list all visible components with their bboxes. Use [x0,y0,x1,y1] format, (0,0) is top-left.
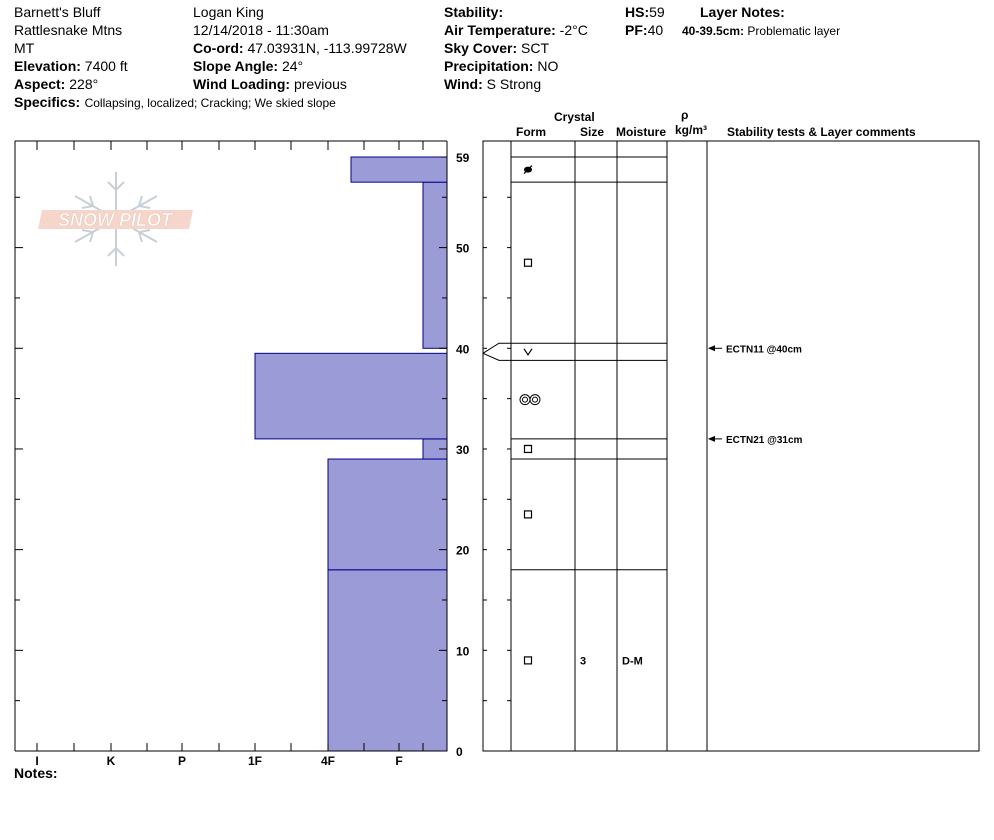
wind-loading-label: Wind Loading: [193,76,291,92]
depth-tick-label: 50 [456,241,470,256]
surface-hoar-v [524,349,532,355]
hardness-tick-label: F [395,754,403,768]
hardness-bar [328,570,447,751]
grain-form-faceted-icon [525,445,532,452]
density-symbol: ρ [681,108,689,122]
depth-tick-label: 20 [456,543,470,558]
faceted-square [525,445,532,452]
stability-label: Stability: [444,4,504,20]
coord-value: 47.03931N, -113.99728W [247,40,407,56]
crystal-header: Crystal [554,110,595,124]
wind-loading-value: previous [293,76,347,92]
faceted-square [525,657,532,664]
moisture-header: Moisture [616,125,667,139]
round-grain [530,395,540,405]
grain-form-faceted-icon [525,511,532,518]
air-temp-value: -2°C [559,22,588,38]
aspect-label: Aspect: [14,76,66,92]
hardness-bars [255,157,447,751]
layer-connector [483,353,511,360]
slope-label: Slope Angle: [193,58,279,74]
logo-text: SNOW PILOT [58,210,172,230]
crystal-size: 3 [580,655,587,668]
stability-test-arrowhead [708,436,715,442]
elevation-label: Elevation: [14,58,81,74]
wind-label: Wind: [444,76,483,92]
sky-label: Sky Cover: [444,40,518,56]
hardness-bar [351,157,447,182]
grain-form-melt-freeze-crust-icon [524,166,532,174]
depth-tick-label: 59 [456,151,470,165]
round-grain-inner [533,397,538,402]
stability-test-label: ECTN11 @40cm [726,344,802,356]
grain-form-faceted-icon [525,657,532,664]
observer-name: Logan King [193,4,264,20]
hs-label: HS: [625,4,650,20]
pf-value: 40 [647,22,664,38]
round-grain [520,395,530,405]
hardness-tick-label: K [106,754,116,768]
grain-form-surface-hoar-icon [524,349,532,355]
sky-value: SCT [521,40,550,56]
stability-test-arrowhead [708,345,715,351]
layer-note-text: Problematic layer [747,24,841,38]
grain-form-rounded-icon [520,395,540,405]
depth-tick-label: 0 [456,745,463,759]
pf-label: PF: [625,22,648,38]
strat-border [483,141,979,751]
grain-form-faceted-icon [525,259,532,266]
hs-value: 59 [649,4,665,20]
precip-label: Precipitation: [444,58,534,74]
hardness-tick-label: 4F [320,754,336,768]
density-unit: kg/m³ [675,123,708,137]
hardness-bar [423,182,447,348]
round-grain-inner [523,397,528,402]
stability-test-label: ECTN21 @31cm [726,434,803,446]
depth-tick-label: 10 [456,644,470,659]
size-header: Size [580,125,605,139]
specifics-value: Collapsing, localized; Cracking; We skied slope [84,96,336,110]
layer-connector [483,343,511,353]
depth-tick-label: 30 [456,442,470,457]
precip-value: NO [537,58,559,74]
faceted-square [525,511,532,518]
snow-pilot-logo [38,172,193,266]
hardness-tick-label: I [35,754,39,768]
elevation-value: 7400 ft [84,58,128,74]
location-name: Barnett's Bluff [14,4,101,20]
layer-note-range: 40-39.5cm: [682,24,745,38]
hardness-tick-label: 1F [247,754,263,768]
faceted-square [525,259,532,266]
hardness-bar [328,459,447,570]
aspect-value: 228° [69,76,99,92]
layer-notes-label: Layer Notes: [700,4,785,20]
stratigraphy-table [483,141,979,751]
hardness-bar [255,353,447,439]
form-header: Form [516,125,546,139]
wind-value: S Strong [486,76,542,92]
specifics-label: Specifics: [14,94,81,110]
stability-comments-header: Stability tests & Layer comments [727,125,916,139]
stability-tests [708,344,803,446]
air-temp-label: Air Temperature: [444,22,556,38]
slope-value: 24° [281,58,304,74]
coord-label: Co-ord: [193,40,244,56]
moisture-value: D-M [622,655,643,668]
mountain-range: Rattlesnake Mtns [14,22,123,38]
observation-datetime: 12/14/2018 - 11:30am [193,22,329,38]
state: MT [14,40,35,56]
notes-label: Notes: [14,765,58,781]
depth-tick-label: 40 [456,342,470,357]
hardness-tick-label: P [177,754,187,768]
hardness-axis [35,754,402,768]
